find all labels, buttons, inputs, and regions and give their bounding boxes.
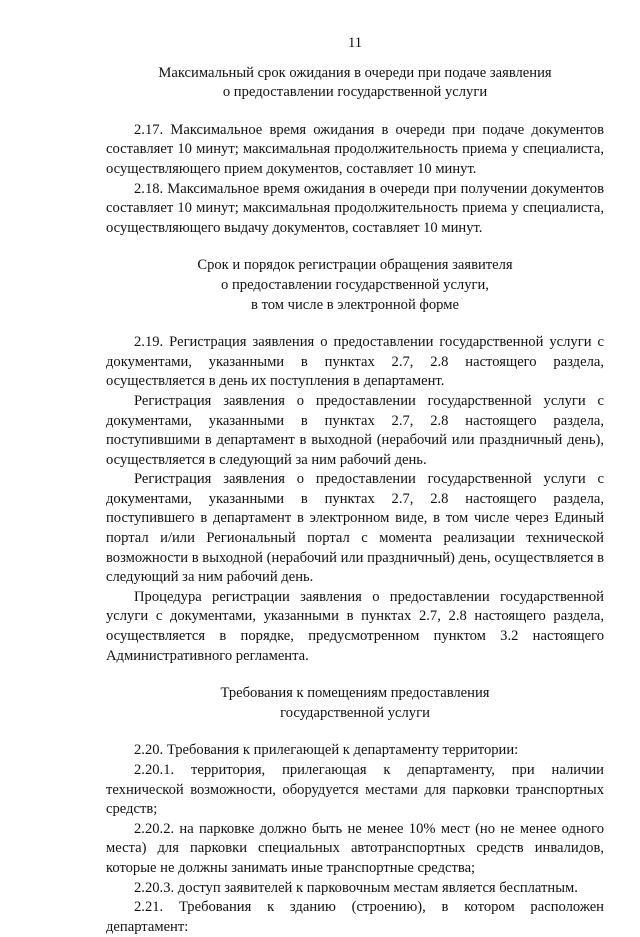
heading-line: в том числе в электронной форме bbox=[251, 296, 459, 313]
paragraph-registration-weekend: Регистрация заявления о предоставлении государственной услуги с документами, указанными в пунктах 2.7, 2.8 настоящего раздела, поступившими в департамент в выходной (нерабочий или праздничный день), осуществляется в следующий за ним рабочий день. bbox=[106, 392, 604, 468]
heading-line: государственной услуги bbox=[280, 704, 430, 721]
heading-line: о предоставлении государственной услуги, bbox=[221, 276, 489, 293]
paragraph-2-20-1: 2.20.1. территория, прилегающая к департаменту, при наличии технической возможности, оборудуется местами для парковки транспортных средств; bbox=[106, 762, 604, 818]
section-heading-registration bbox=[106, 256, 604, 315]
paragraph-2-19: 2.19. Регистрация заявления о предоставлении государственной услуги с документами, указанными в пунктах 2.7, 2.8 настоящего раздела, осуществляется в день их поступления в департамент. bbox=[106, 334, 604, 390]
paragraph-2-21: 2.21. Требования к зданию (строению), в котором расположен департамент: bbox=[106, 899, 604, 935]
heading-line: Срок и порядок регистрации обращения заявителя bbox=[197, 257, 513, 274]
heading-line: Максимальный срок ожидания в очереди при подаче заявления bbox=[158, 64, 552, 81]
paragraph-2-17: 2.17. Максимальное время ожидания в очереди при подаче документов составляет 10 минут; максимальная продолжительность приема у специалиста, осуществляющего прием документов, составляет 10 минут. bbox=[106, 121, 604, 177]
paragraph-2-18: 2.18. Максимальное время ожидания в очереди при получении документов составляет 10 минут; максимальная продолжительность приема у специалиста, осуществляющего выдачу документов, составляет 10 минут. bbox=[106, 180, 604, 236]
paragraph-2-20-3: 2.20.3. доступ заявителей к парковочным местам является бесплатным. bbox=[134, 879, 578, 896]
paragraph-2-20-2: 2.20.2. на парковке должно быть не менее 10% мест (но не менее одного места) для парковки специальных автотранспортных средств инвалидов, которые не должны занимать иные транспортные средства; bbox=[106, 820, 604, 876]
heading-line: Требования к помещениям предоставления bbox=[220, 685, 490, 702]
paragraph-registration-procedure: Процедура регистрации заявления о предоставлении государственной услуги с документами, указанными в пунктах 2.7, 2.8 настоящего раздела, осуществляется в порядке, предусмотренном пунктом 3.2 настоящего Административного регламента. bbox=[106, 588, 604, 664]
paragraph-registration-electronic: Регистрация заявления о предоставлении государственной услуги с документами, указанными в пунктах 2.7, 2.8 настоящего раздела, поступившего в департамент в электронном виде, в том числе через Единый портал и/или Региональный портал с момента реализации технической возможности в выходной (нерабочий или праздничный) день, осуществляется в следующий за ним рабочий день. bbox=[106, 471, 604, 586]
paragraph-2-20: 2.20. Требования к прилегающей к департаменту территории: bbox=[134, 742, 519, 759]
page-number: 11 bbox=[347, 35, 363, 51]
section-heading-waiting-time bbox=[106, 64, 604, 103]
section-heading-premises bbox=[106, 684, 604, 723]
heading-line: о предоставлении государственной услуги bbox=[222, 84, 488, 101]
